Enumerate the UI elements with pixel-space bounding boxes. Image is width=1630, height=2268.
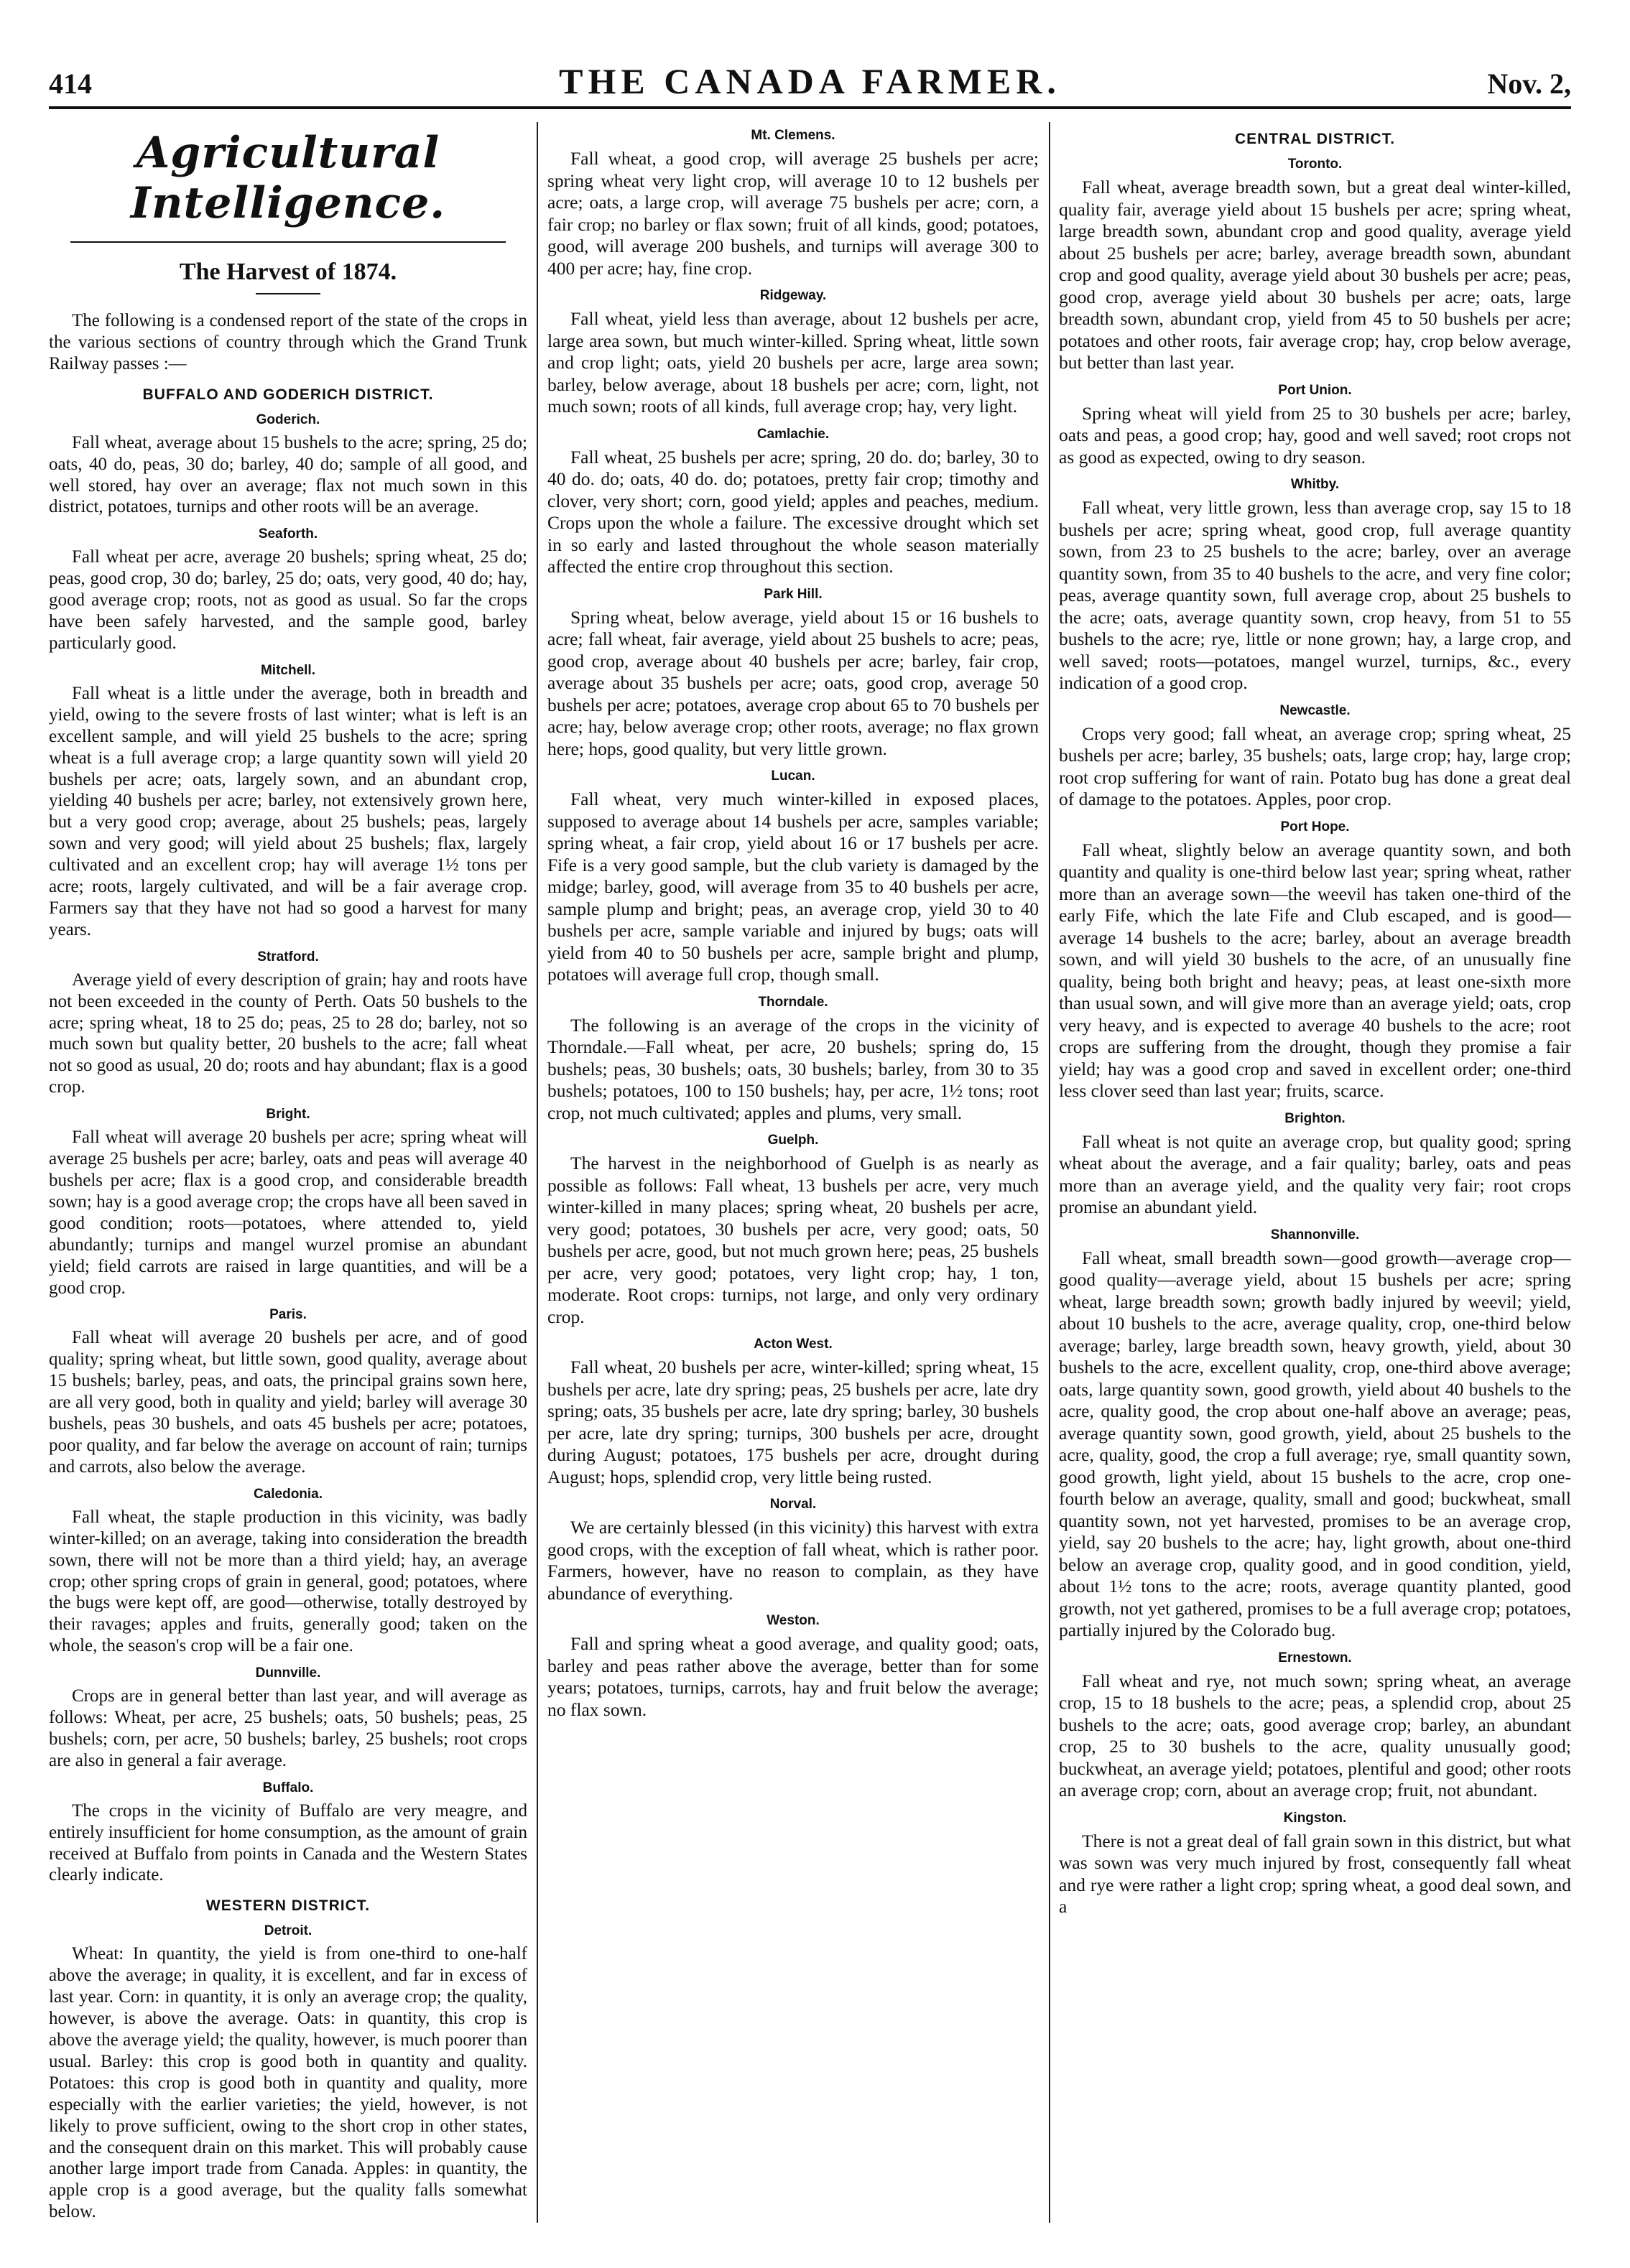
place-heading: Stratford. [257,949,319,965]
column-2 [547,119,1039,2223]
district-heading: WESTERN DISTRICT. [205,1897,371,1915]
place-heading: Camlachie. [756,426,830,442]
place-heading: Bright. [266,1107,310,1123]
newspaper-title: THE CANADA FARMER. [559,61,1061,101]
report-text: Fall wheat is a little under the average, both in breadth and yield, owing to the severe frosts of last winter; what is left is an excellent sample, and will yield 25 bushels to the acre; spring wheat is a full average crop; a large quantity sown will yield 20 bushels per acre; oats, largely sown, and an abundant crop, yielding 40 bushels per acre; barley, not extensively grown here, but a very good crop; average, about 25 bushels; peas, largely sown and very good; will yield about 25 bushels; flax, largely cultivated and an excellent crop; hay will average 1½ tons per acre; roots, largely cultivated, and will be a fair average crop. Farmers say that they have not had so good a harvest for many years. [49,683,527,939]
report-text: Fall wheat is not quite an average crop, but quality good; spring wheat about the average, and a fair quality; barley, oats and peas more than an average yield, and the quality very fair; root crops promise an abundant yield. [1059,1130,1571,1217]
report-text: Fall wheat, 25 bushels per acre; spring, 20 do. do; barley, 30 to 40 do. do; oats, 40 do. do; potatoes, pretty fair crop; timothy and clover, very short; corn, good yield; apples and peaches, medium. Crops upon the whole a failure. The excessive drought which set in so early and lasted throughout the whole season materially affected the entire crop throughout this section. [547,446,1039,577]
place-heading: Port Hope. [1280,819,1350,835]
place-heading: Dunnville. [255,1665,321,1681]
report-text: Crops very good; fall wheat, an average crop; spring wheat, 25 bushels per acre; barley, 35 bushels; oats, large crop; hay, large crop; root crop suffering for want of rain. Potato bug has done a great deal of damage to the potatoes. Apples, poor crop. [1059,722,1571,809]
report-text: Fall wheat, small breadth sown—good growth—average crop—good quality—average yield, about 15 bushels per acre; spring wheat, large breadth sown; growth badly injured by weevil; yield, about 10 bushels to the acre, average quality, crop, one-third below average; barley, large breadth sown, heavy growth, yield, about 30 bushels to the acre, excellent quality, crop, one-third above average; oats, large quantity sown, good growth, yield about 40 bushels to the acre, quality good, the crop about one-half above an average; peas, average quantity sown, good growth, yield, about 25 bushels to the acre, quality, good, the crop a full average; rye, small quantity sown, good growth, light yield, about 15 bushels to the acre, crop one-fourth below an average, quality, small and good; buckwheat, small quantity sown, not yet harvested, promises to be an average crop, yield, say 20 bushels to the acre; hay, light growth, about one-third below an average crop, quality good, and in good condition, yield, about 1½ tons to the acre; roots, average quantity planted, good growth, not yet gathered, promises to be a full average crop; potatoes, partially injured by the Colorado bug. [1059,1247,1571,1640]
place-heading: Seaforth. [258,526,318,542]
report-text: The following is an average of the crops in the vicinity of Thorndale.—Fall wheat, per acre, 20 bushels; spring do, 15 bushels; peas, 30 bushels; oats, 30 bushels; barley, from 30 to 35 bushels; potatoes, 100 to 150 bushels; hay, per acre, 1½ tons; root crop, not much cultivated; apples and plums, very small. [547,1014,1039,1123]
place-heading: Ernestown. [1278,1650,1352,1665]
masthead [49,56,1571,109]
section-title: Agricultural Intelligence. [130,128,446,228]
report-text: Spring wheat will yield from 25 to 30 bushels per acre; barley, oats and peas, a good crop; hay, good and well saved; root crops not as good as expected, owing to dry season. [1059,402,1571,468]
place-heading: Newcastle. [1279,702,1351,718]
report-text: Fall wheat per acre, average 20 bushels; spring wheat, 25 do; peas, good crop, 30 do; barley, 25 do; oats, very good, 40 do; hay, good average crop; roots, not as good as usual. So far the crops have been safely harvested, and the sample good, barley particularly good. [49,547,527,653]
place-heading: Detroit. [264,1923,312,1939]
report-text: Fall wheat will average 20 bushels per acre, and of good quality; spring wheat, but little sown, good quality, average about 15 bushels; barley, peas, and oats, the principal grains sown here, are all very good, both in quality and yield; barley will average 30 bushels, peas 30 bushels, and oats 45 bushels per acre; potatoes, poor quality, and far below the average on account of rain; turnips and carrots, also below the average. [49,1328,527,1477]
place-heading: Kingston. [1283,1810,1347,1826]
issue-date: Nov. 2, [1487,68,1571,100]
report-text: Fall wheat, very little grown, less than average crop, say 15 to 18 bushels per acre; spring wheat, good crop, full average quantity sown, from 23 to 25 bushels to the acre; barley, over an average quantity sown, from 35 to 40 bushels to the acre, and very fine color; peas, average quantity sown, full average crop, about 25 bushels to the acre; oats, average quantity sown, crop heavy, from 51 to 55 bushels to the acre; rye, little or none grown; hay, a large crop, and well saved; roots—potatoes, mangel wurzel, turnips, &c., every indication of a good crop. [1059,497,1571,693]
place-heading: Ridgeway. [759,288,827,303]
report-text: Fall wheat, the staple production in this vicinity, was badly winter-killed; on an average, taking into consideration the breadth sown, there will not be more than a third yield; hay, an average crop; other spring crops of grain in general, good; potatoes, where the bugs were kept off, are good—otherwise, totally destroyed by their ravages; apples and fruits, generally good; taken on the whole, the season's crop will be a fair one. [49,1507,527,1656]
place-heading: Buffalo. [262,1780,314,1795]
place-heading: Guelph. [767,1133,819,1148]
place-heading: Norval. [769,1497,817,1512]
report-text: Fall wheat, yield less than average, about 12 bushels per acre, large area sown, but much winter-killed. Spring wheat, little sown and crop light; oats, yield 20 bushels per acre, large area sown; barley, below average, about 18 bushels per acre; corn, light, not much sown; roots of all kinds, full average crop; hay, very light. [547,308,1039,417]
report-text: Fall wheat, slightly below an average quantity sown, and both quantity and quality is one-third below last year; spring wheat, rather more than an average sown—the weevil has taken one-third of the early Fife, which the late Fife and Club escaped, and is good—average 14 bushels to the acre; barley, about an average breadth sown, and will yield 30 bushels to the acre, of an unusually fine quality, being both bright and heavy; peas, at least one-sixth more than usual sown, and will give more than an average yield; oats, crop very heavy, and is expected to average 40 bushels to the acre; root crops are suffering from the drought, though they promise a fair yield; hay was a good crop and saved in excellent order; one-third less clover seed than last year; fruits, scarce. [1059,839,1571,1101]
place-heading: Goderich. [256,412,320,427]
section-divider [70,241,506,243]
article-intro: The following is a condensed report of the state of the crops in the various sections of country through which the Grand Trunk Railway passes :— [49,311,527,373]
column-rule [1049,122,1050,2223]
district-heading: CENTRAL DISTRICT. [1234,131,1396,147]
place-heading: Weston. [767,1613,820,1628]
place-heading: Caledonia. [253,1486,323,1502]
report-text: Spring wheat, below average, yield about 15 or 16 bushels to acre; fall wheat, fair average, yield about 25 bushels to acre; peas, good crop, average about 40 bushels per acre; barley, fair crop, average about 35 bushels per acre; oats, good crop, average 50 bushels per acre; potatoes, average crop about 65 to 70 bushels per acre; hay, below average crop; other roots, average; no flax grown here; hops, good quality, but very little grown. [547,606,1039,759]
report-text: Fall wheat, 20 bushels per acre, winter-killed; spring wheat, 15 bushels per acre, late dry spring; peas, 25 bushels per acre, late dry spring; oats, 35 bushels per acre, late dry spring; barley, 30 bushels per acre, late dry spring; turnips, 300 bushels per acre, drought during August; potatoes, 175 bushels per acre, drought during August; hops, splendid crop, very little being rusted. [547,1357,1039,1487]
report-text: Fall wheat, average breadth sown, but a great deal winter-killed, quality fair, average yield about 15 bushels per acre; spring wheat, large breadth sown, abundant crop and good quality, average yield about 25 bushels per acre; barley, average breadth sown, abundant crop and good quality, average yield about 30 bushels per acre; peas, good crop, average yield about 30 bushels per acre; oats, large breadth sown, abundant crop, yield from 45 to 50 bushels per acre; potatoes and other roots, fair average crop; hay, crop below average, but better than last year. [1059,177,1571,373]
district-heading: BUFFALO AND GODERICH DISTRICT. [142,386,434,403]
title-divider [256,293,320,294]
place-heading: Acton West. [754,1337,833,1352]
place-heading: Shannonville. [1270,1227,1360,1242]
place-heading: Whitby. [1290,477,1340,492]
place-heading: Brighton. [1284,1110,1346,1126]
column-3 [1059,119,1571,2223]
report-text: Average yield of every description of grain; hay and roots have not been exceeded in the county of Perth. Oats 50 bushels to the acre; spring wheat, 18 to 25 do; peas, 25 to 28 do; barley, not so much sown but quality better, 20 bushels to the acre; fall wheat not so good as usual, 20 do; roots and hay abundant; flax is a good crop. [49,970,527,1097]
place-heading: Toronto. [1287,157,1343,172]
article-title: The Harvest of 1874. [179,259,397,285]
report-text: There is not a great deal of fall grain sown in this district, but what was sown was very much injured by frost, consequently fall wheat and rye were rather a light crop; spring wheat, a good deal sown, and a [1059,1830,1571,1917]
report-text: Fall wheat will average 20 bushels per acre; spring wheat will average 25 bushels per acre; barley, oats and peas will average 40 bushels per acre; flax is a good crop, and considerable breadth sown; hay is a good average crop; the crops have all been saved in good condition; roots—potatoes, where attended to, yield abundantly; turnips and mangel wurzel promise an abundant yield; field carrots are raised in large quantities, and will be a good crop. [49,1128,527,1298]
place-heading: Mt. Clemens. [751,128,835,143]
page-number: 414 [49,68,92,100]
place-heading: Port Union. [1278,382,1352,398]
report-text: Fall wheat, very much winter-killed in exposed places, supposed to average about 14 bushels per acre, samples variable; spring wheat, a fair crop, yield about 16 or 17 bushels per acre. Fife is a very good sample, but the club variety is damaged by the midge; barley, good, will average from 35 to 40 bushels per acre, sample plump and bright; peas, an average crop, yield 30 to 40 bushels per acre, sample variable and injured by bugs; oats will yield from 40 to 50 bushels per acre, sample bright and plump, potatoes will average full crop, though small. [547,789,1039,985]
place-heading: Park Hill. [764,586,823,602]
place-heading: Thorndale. [758,994,828,1010]
report-text: Wheat: In quantity, the yield is from one-third to one-half above the average; in quality, it is excellent, and far in excess of last year. Corn: in quantity, it is only an average crop; the quality, however, is above the average. Oats: in quantity, this crop is above the average yield; the quality, however, is much poorer than usual. Barley: this crop is good both in quantity and quality. Potatoes: this crop is good both in quantity and quality, more especially with the earlier varieties; the yield, however, is not likely to prove sufficient, owing to the short crop in other states, and the consequent drain on this market. This will probably cause another large import trade from Canada. Apples: in quantity, the apple crop is a good average, but the quality falls somewhat below. [49,1944,527,2222]
report-text: Fall and spring wheat a good average, and quality good; oats, barley and peas rather above the average, better than for some years; potatoes, turnips, carrots, hay and fruit below the average; no flax sown. [547,1633,1039,1720]
column-1 [49,119,527,2223]
report-text: Fall wheat and rye, not much sown; spring wheat, an average crop, 15 to 18 bushels to the acre; peas, a splendid crop, about 25 bushels to the acre; oats, good average crop; barley, an abundant crop, 25 to 30 bushels to the acre, quality unusually good; buckwheat, an average yield; potatoes, plentiful and good; other roots an average crop; corn, about an average crop; fruit, not abundant. [1059,1670,1571,1800]
report-text: We are certainly blessed (in this vicinity) this harvest with extra good crops, with the exception of fall wheat, which is rather poor. Farmers, however, have no reason to complain, as they have abundance of everything. [547,1517,1039,1604]
place-heading: Paris. [269,1307,307,1323]
place-heading: Lucan. [771,768,815,784]
report-text: The harvest in the neighborhood of Guelph is as nearly as possible as follows: Fall wheat, 13 bushels per acre, very much winter-killed in many places; spring wheat, 20 bushels per acre, very good; potatoes, 30 bushels per acre, very good; oats, 50 bushels per acre, good, but not much grown here; peas, 25 bushels per acre, very good; potatoes, very light crop; hay, 1 ton, moderate. Root crops: turnips, not large, and only very ordinary crop. [547,1153,1039,1327]
column-rule [537,122,538,2223]
report-text: The crops in the vicinity of Buffalo are very meagre, and entirely insufficient for home consumption, as the amount of grain received at Buffalo from points in Canada and the Western States clearly indicate. [49,1800,527,1885]
place-heading: Mitchell. [260,662,315,678]
report-text: Fall wheat, average about 15 bushels to the acre; spring, 25 do; oats, 40 do, peas, 30 do; barley, 40 do; sample of all good, and well stored, hay over an average; flax not much sown in this district, potatoes, turnips and other roots will be an average. [49,432,527,517]
report-text: Fall wheat, a good crop, will average 25 bushels per acre; spring wheat very light crop, will average 10 to 12 bushels per acre; oats, a large crop, will average 75 bushels per acre; corn, a fair crop; no barley or flax sown; fruit of all kinds, good; potatoes, good, will average 200 bushels, and turnips will average 300 to 400 per acre; hay, fine crop. [547,148,1039,279]
report-text: Crops are in general better than last year, and will average as follows: Wheat, per acre, 25 bushels; oats, 50 bushels; peas, 25 bushels; corn, per acre, 50 bushels; barley, 25 bushels; root crops are also in general a fair average. [49,1686,527,1770]
